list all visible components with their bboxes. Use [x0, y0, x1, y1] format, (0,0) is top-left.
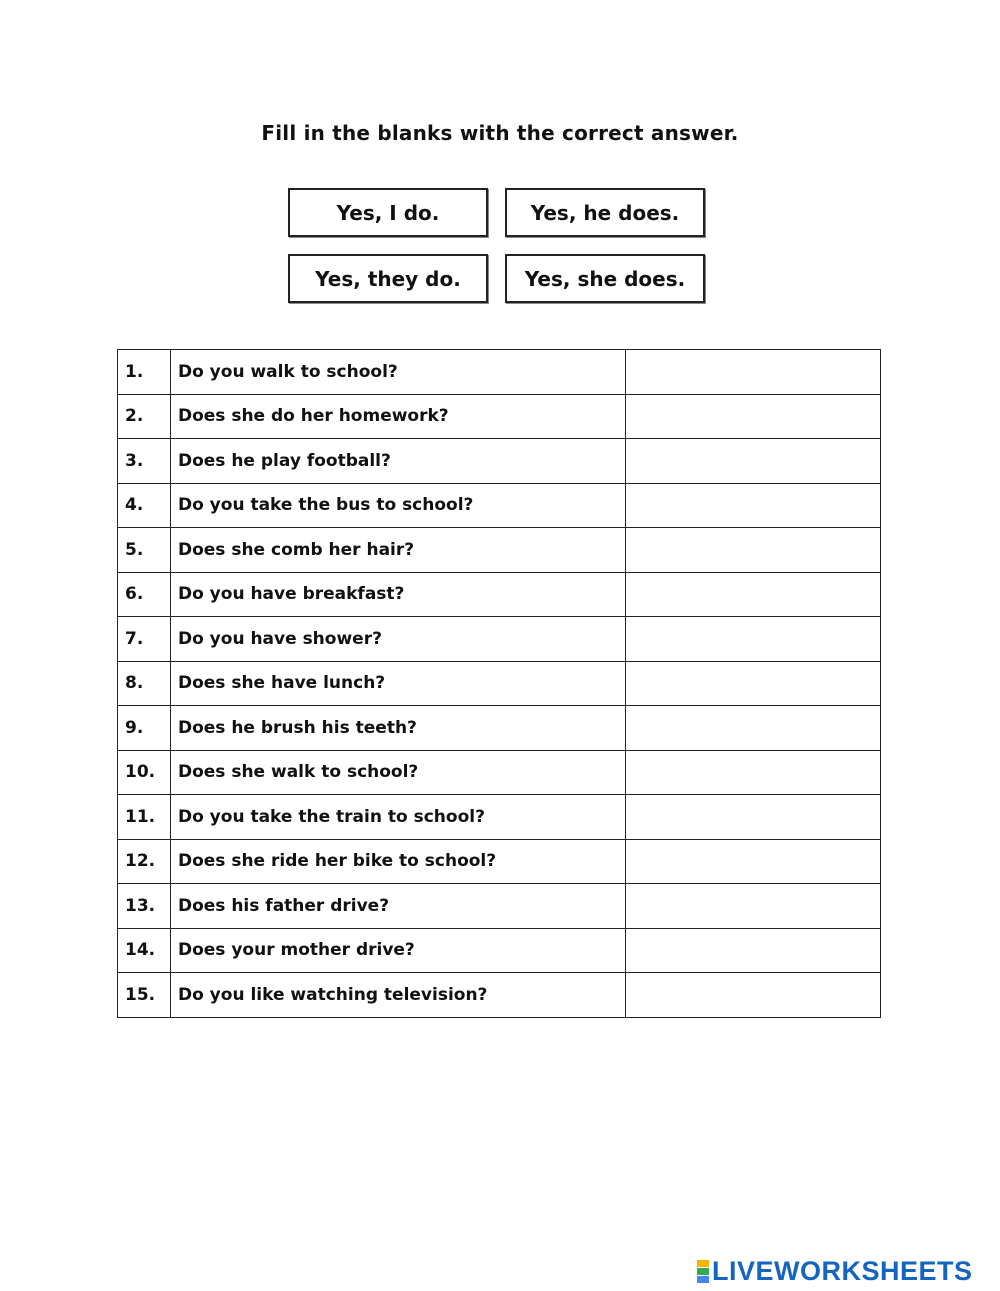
question-row: [118, 572, 881, 617]
question-row: [118, 439, 881, 484]
answer-input[interactable]: [626, 975, 880, 1015]
question-text: Does she have lunch?: [170, 661, 625, 706]
question-number: 15.: [118, 973, 171, 1018]
question-row: [118, 350, 881, 395]
question-row: [118, 483, 881, 528]
answer-cell: [626, 661, 881, 706]
answer-cell: [626, 884, 881, 929]
question-row: [118, 528, 881, 573]
logo-text: LIVEWORKSHEETS: [712, 1255, 973, 1286]
answer-input[interactable]: [626, 930, 880, 970]
answer-input[interactable]: [626, 752, 880, 792]
question-number: 14.: [118, 928, 171, 973]
logo-block-top: [697, 1260, 709, 1267]
answer-cell: [626, 928, 881, 973]
question-number: 4.: [118, 483, 171, 528]
question-number: 12.: [118, 839, 171, 884]
question-number: 8.: [118, 661, 171, 706]
question-text: Does he brush his teeth?: [170, 706, 625, 751]
answer-cell: [626, 795, 881, 840]
question-number: 13.: [118, 884, 171, 929]
question-text: Does she ride her bike to school?: [170, 839, 625, 884]
answer-input[interactable]: [626, 485, 880, 525]
answer-input[interactable]: [626, 841, 880, 881]
answer-cell: [626, 483, 881, 528]
question-row: [118, 928, 881, 973]
question-number: 1.: [118, 350, 171, 395]
question-number: 2.: [118, 394, 171, 439]
answer-cell: [626, 572, 881, 617]
question-number: 11.: [118, 795, 171, 840]
answer-input[interactable]: [626, 886, 880, 926]
answer-input[interactable]: [626, 663, 880, 703]
question-text: Does he play football?: [170, 439, 625, 484]
question-row: [118, 661, 881, 706]
question-text: Does his father drive?: [170, 884, 625, 929]
question-row: [118, 839, 881, 884]
question-number: 6.: [118, 572, 171, 617]
answer-cell: [626, 839, 881, 884]
logo-block-bottom: [697, 1276, 709, 1283]
answer-input[interactable]: [626, 396, 880, 436]
instruction-heading: Fill in the blanks with the correct answer.: [261, 121, 739, 145]
answer-input[interactable]: [626, 797, 880, 837]
questions-table: [117, 349, 881, 1018]
question-text: Do you have breakfast?: [170, 572, 625, 617]
question-row: [118, 617, 881, 662]
answer-cell: [626, 350, 881, 395]
answer-option-yes-she-does: Yes, she does.: [505, 254, 705, 303]
answer-option-yes-they-do: Yes, they do.: [288, 254, 488, 303]
answer-input[interactable]: [626, 574, 880, 614]
answer-input[interactable]: [626, 708, 880, 748]
question-row: [118, 795, 881, 840]
answer-cell: [626, 439, 881, 484]
question-row: [118, 973, 881, 1018]
question-row: [118, 394, 881, 439]
question-text: Do you take the bus to school?: [170, 483, 625, 528]
question-text: Does she comb her hair?: [170, 528, 625, 573]
answer-cell: [626, 528, 881, 573]
question-number: 5.: [118, 528, 171, 573]
answer-option-yes-i-do: Yes, I do.: [288, 188, 488, 237]
question-text: Do you like watching television?: [170, 973, 625, 1018]
question-row: [118, 706, 881, 751]
logo-block-middle: [697, 1268, 709, 1275]
answer-input[interactable]: [626, 441, 880, 481]
liveworksheets-logo: [697, 1256, 973, 1286]
answer-input[interactable]: [626, 352, 880, 392]
question-text: Do you take the train to school?: [170, 795, 625, 840]
answer-cell: [626, 617, 881, 662]
question-text: Do you walk to school?: [170, 350, 625, 395]
answer-input[interactable]: [626, 530, 880, 570]
question-text: Does she walk to school?: [170, 750, 625, 795]
question-number: 9.: [118, 706, 171, 751]
answer-input[interactable]: [626, 619, 880, 659]
question-number: 3.: [118, 439, 171, 484]
question-text: Do you have shower?: [170, 617, 625, 662]
question-number: 7.: [118, 617, 171, 662]
answer-option-yes-he-does: Yes, he does.: [505, 188, 705, 237]
answer-cell: [626, 750, 881, 795]
answer-cell: [626, 973, 881, 1018]
question-text: Does she do her homework?: [170, 394, 625, 439]
question-text: Does your mother drive?: [170, 928, 625, 973]
logo-blocks-icon: [697, 1260, 709, 1283]
question-row: [118, 884, 881, 929]
answer-cell: [626, 394, 881, 439]
question-row: [118, 750, 881, 795]
answer-cell: [626, 706, 881, 751]
question-number: 10.: [118, 750, 171, 795]
